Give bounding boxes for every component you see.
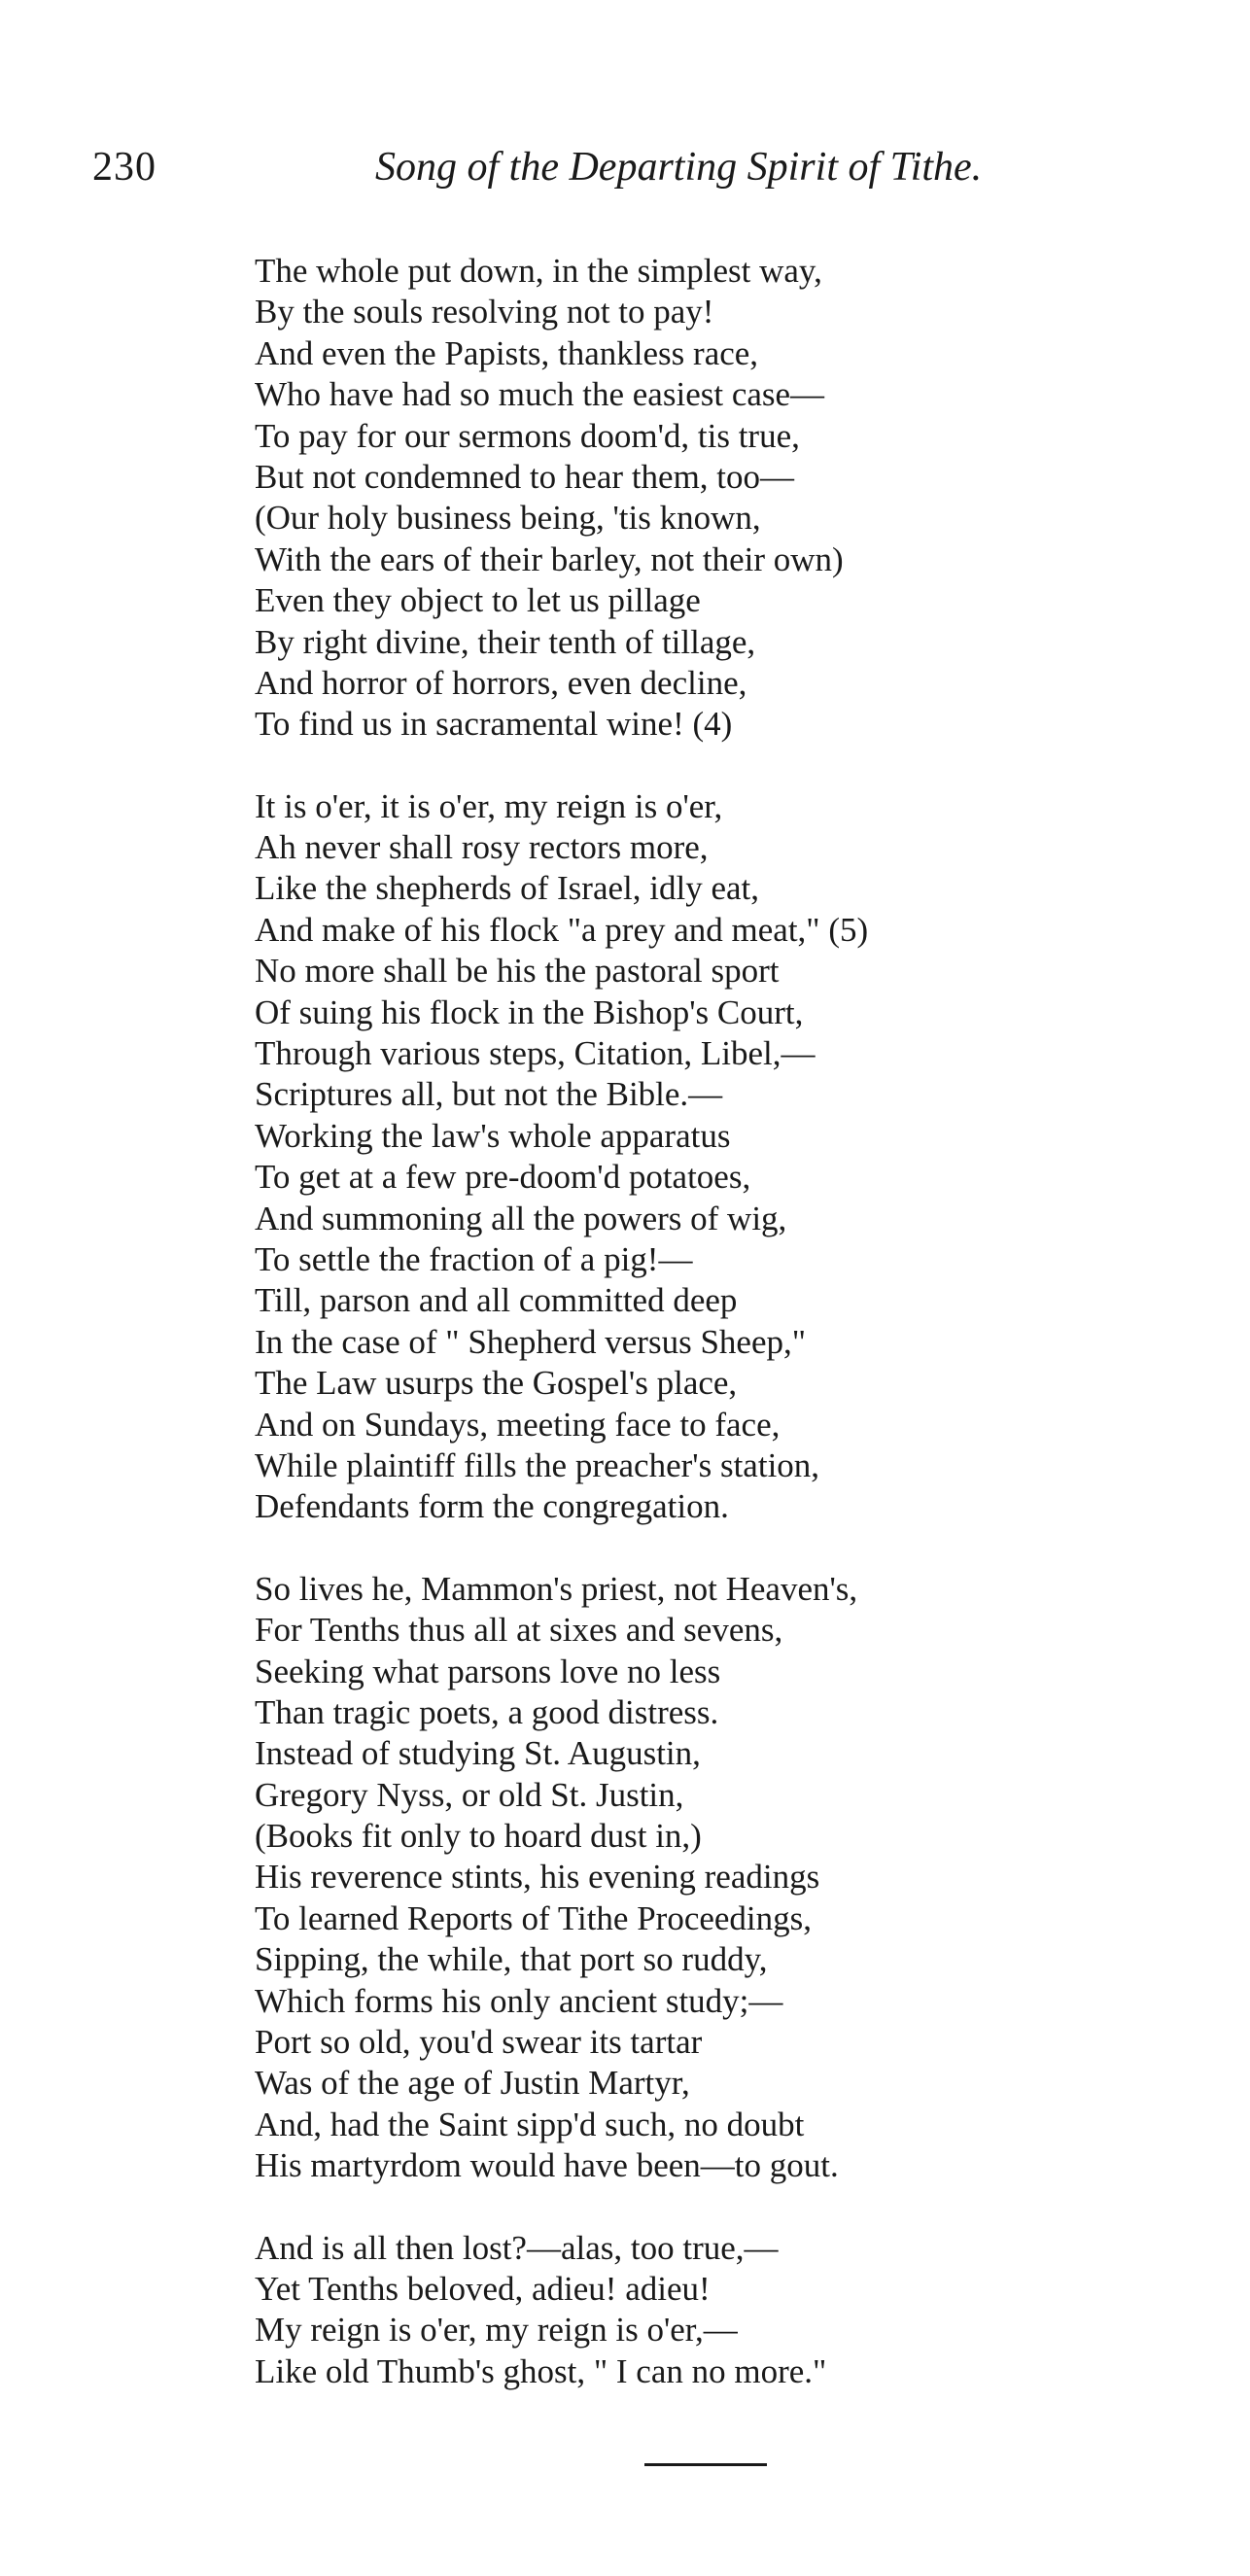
stanza-2 xyxy=(255,786,1207,1528)
running-title: Song of the Departing Spirit of Tithe. xyxy=(375,145,983,190)
poem-line: To find us in sacramental wine! (4) xyxy=(255,705,733,744)
poem-line: But not condemned to hear them, too— xyxy=(255,457,795,496)
poem-line: So lives he, Mammon's priest, not Heaven's, xyxy=(255,1569,858,1608)
stanza-1 xyxy=(255,251,1207,746)
poem-line: Till, parson and all committed deep xyxy=(255,1281,738,1320)
poem-line: Which forms his only ancient study;— xyxy=(255,1981,783,2020)
poem-line: And, had the Saint sipp'd such, no doubt xyxy=(255,2105,805,2143)
stanza-3 xyxy=(255,1569,1207,2187)
poem-line: And is all then lost?—alas, too true,— xyxy=(255,2228,779,2267)
poem-line: Of suing his flock in the Bishop's Court, xyxy=(255,992,804,1031)
page-number: 230 xyxy=(92,145,156,190)
poem-line: And summoning all the powers of wig, xyxy=(255,1199,787,1237)
poem-line: By the souls resolving not to pay! xyxy=(255,293,714,331)
stanza-4 xyxy=(255,2228,1207,2393)
poem-line: Through various steps, Citation, Libel,— xyxy=(255,1034,816,1073)
poem-line: With the ears of their barley, not their own) xyxy=(255,540,844,578)
poem-line: While plaintiff fills the preacher's station, xyxy=(255,1445,820,1484)
poem-line: Gregory Nyss, or old St. Justin, xyxy=(255,1775,684,1814)
poem-line: To get at a few pre-doom'd potatoes, xyxy=(255,1158,751,1197)
poem-line: Defendants form the congregation. xyxy=(255,1487,729,1526)
poem-line: Than tragic poets, a good distress. xyxy=(255,1692,719,1731)
poem-line: Working the law's whole apparatus xyxy=(255,1116,731,1155)
poem-line: His reverence stints, his evening readings xyxy=(255,1858,820,1897)
poem-line: To learned Reports of Tithe Proceedings, xyxy=(255,1898,813,1937)
poem-line: Even they object to let us pillage xyxy=(255,581,701,620)
page-header xyxy=(0,144,1250,202)
poem-line: And horror of horrors, even decline, xyxy=(255,663,747,702)
poem-line: Port so old, you'd swear its tartar xyxy=(255,2023,703,2062)
poem-line: The Law usurps the Gospel's place, xyxy=(255,1364,738,1403)
poem-line: Scriptures all, but not the Bible.— xyxy=(255,1075,723,1114)
poem xyxy=(255,251,1207,2433)
poem-line: Like old Thumb's ghost, " I can no more." xyxy=(255,2351,827,2390)
poem-line: And even the Papists, thankless race, xyxy=(255,333,759,372)
poem-line: In the case of " Shepherd versus Sheep," xyxy=(255,1322,807,1361)
poem-line: Yet Tenths beloved, adieu! adieu! xyxy=(255,2269,711,2308)
poem-line: The whole put down, in the simplest way, xyxy=(255,252,822,290)
poem-line: To pay for our sermons doom'd, tis true, xyxy=(255,416,800,455)
poem-line: And make of his flock "a prey and meat," (5) xyxy=(255,910,869,949)
poem-line: Who have had so much the easiest case— xyxy=(255,375,825,414)
poem-line: Was of the age of Justin Martyr, xyxy=(255,2064,690,2103)
poem-line: To settle the fraction of a pig!— xyxy=(255,1239,693,1278)
poem-line: Ah never shall rosy rectors more, xyxy=(255,828,709,867)
poem-line: His martyrdom would have been—to gout. xyxy=(255,2146,839,2185)
poem-line: Sipping, the while, that port so ruddy, xyxy=(255,1940,768,1979)
poem-line: Instead of studying St. Augustin, xyxy=(255,1734,701,1773)
poem-line: No more shall be his the pastoral sport xyxy=(255,952,780,991)
poem-line: (Books fit only to hoard dust in,) xyxy=(255,1817,702,1856)
poem-line: My reign is o'er, my reign is o'er,— xyxy=(255,2311,738,2350)
closing-rule xyxy=(644,2463,767,2466)
poem-line: (Our holy business being, 'tis known, xyxy=(255,499,761,538)
poem-line: By right divine, their tenth of tillage, xyxy=(255,622,756,661)
poem-line: It is o'er, it is o'er, my reign is o'er, xyxy=(255,786,723,825)
poem-line: And on Sundays, meeting face to face, xyxy=(255,1405,781,1444)
poem-line: For Tenths thus all at sixes and sevens, xyxy=(255,1611,783,1650)
poem-line: Like the shepherds of Israel, idly eat, xyxy=(255,869,759,908)
poem-line: Seeking what parsons love no less xyxy=(255,1652,721,1690)
